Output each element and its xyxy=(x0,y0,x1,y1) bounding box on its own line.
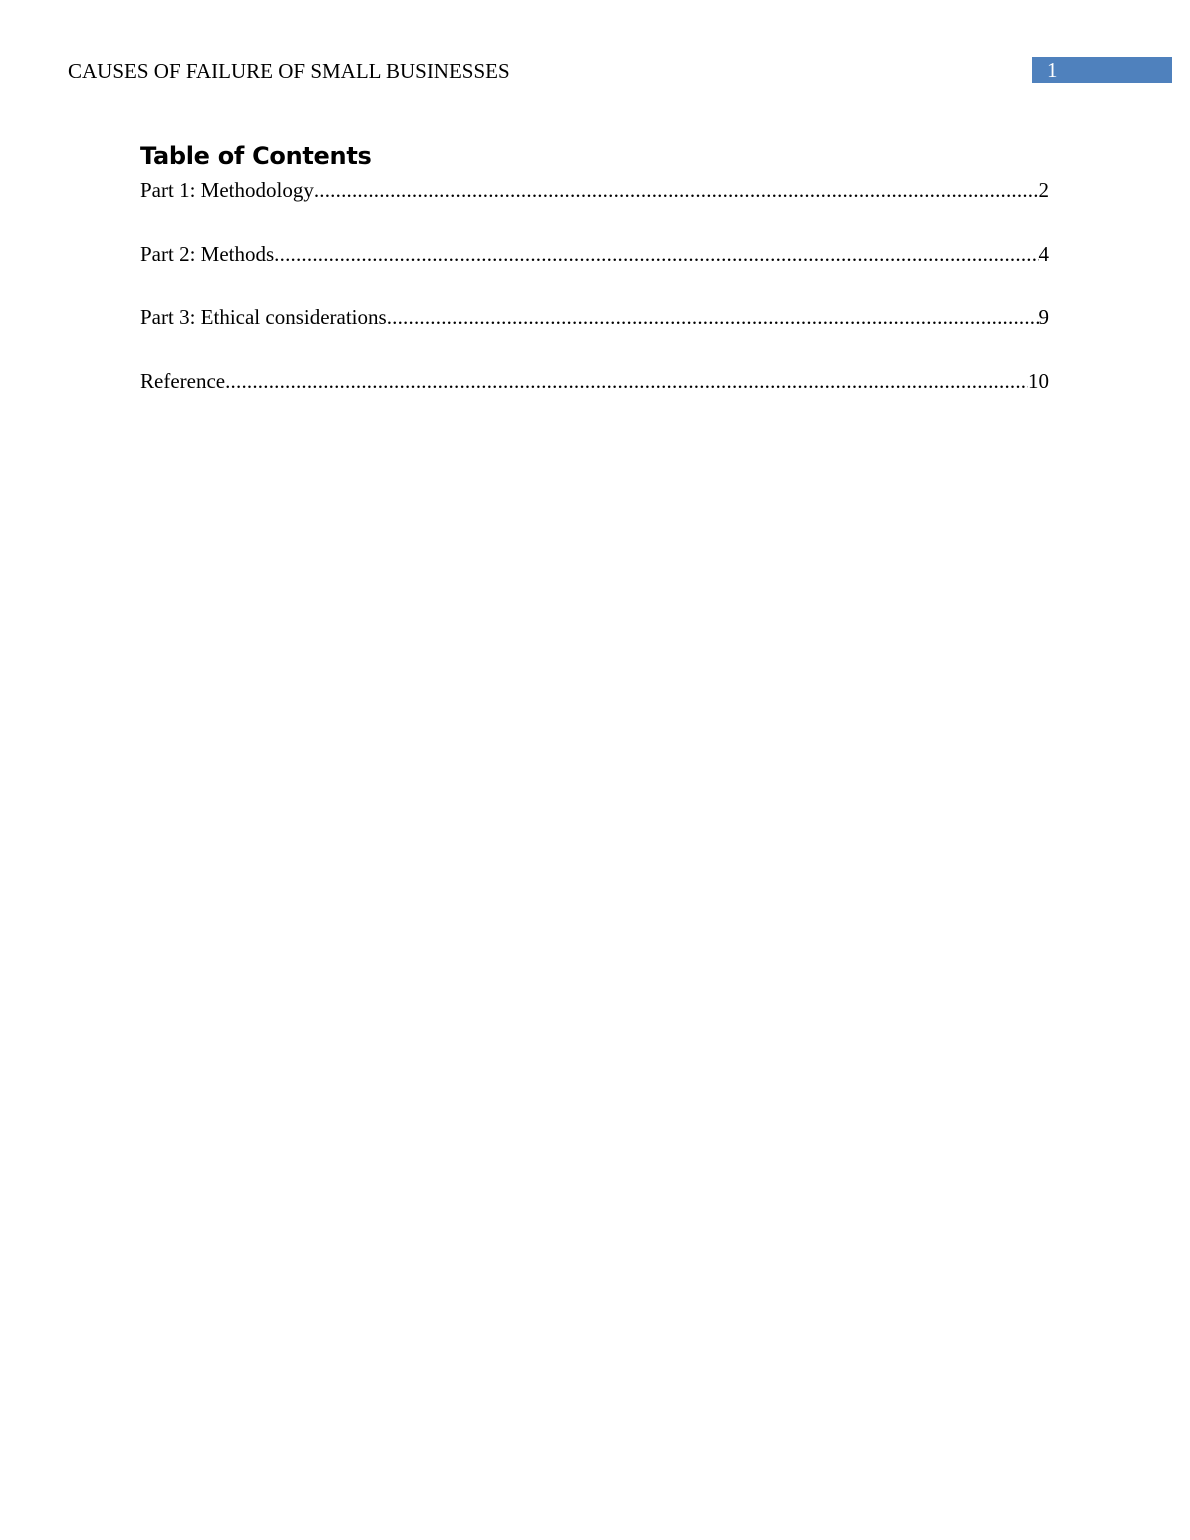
toc-dot-leader xyxy=(314,176,1039,204)
toc-dot-leader xyxy=(387,303,1039,331)
toc-entry-label: Part 1: Methodology xyxy=(140,178,314,202)
toc-dot-leader xyxy=(225,367,1028,395)
toc-entry-methodology[interactable] xyxy=(140,176,1049,204)
toc-entry-page: 2 xyxy=(1038,178,1049,202)
toc-entry-label: Part 3: Ethical considerations xyxy=(140,305,387,329)
toc-list xyxy=(140,176,1049,430)
page-number-box xyxy=(1032,57,1172,83)
toc-dot-leader xyxy=(274,240,1038,268)
toc-entry-page: 9 xyxy=(1038,305,1049,329)
toc-entry-reference[interactable] xyxy=(140,367,1049,395)
toc-entry-page: 4 xyxy=(1038,241,1049,266)
toc-entry-ethical-considerations[interactable] xyxy=(140,303,1049,331)
toc-entry-label: Reference xyxy=(140,368,226,393)
running-head-title: CAUSES OF FAILURE OF SMALL BUSINESSES xyxy=(68,59,510,83)
toc-entry-label: Part 2: Methods xyxy=(140,241,275,266)
toc-entry-methods[interactable] xyxy=(140,240,1049,268)
toc-entry-page: 10 xyxy=(1028,368,1049,393)
toc-heading: Table of Contents xyxy=(140,142,372,170)
page-number: 1 xyxy=(1047,58,1058,82)
